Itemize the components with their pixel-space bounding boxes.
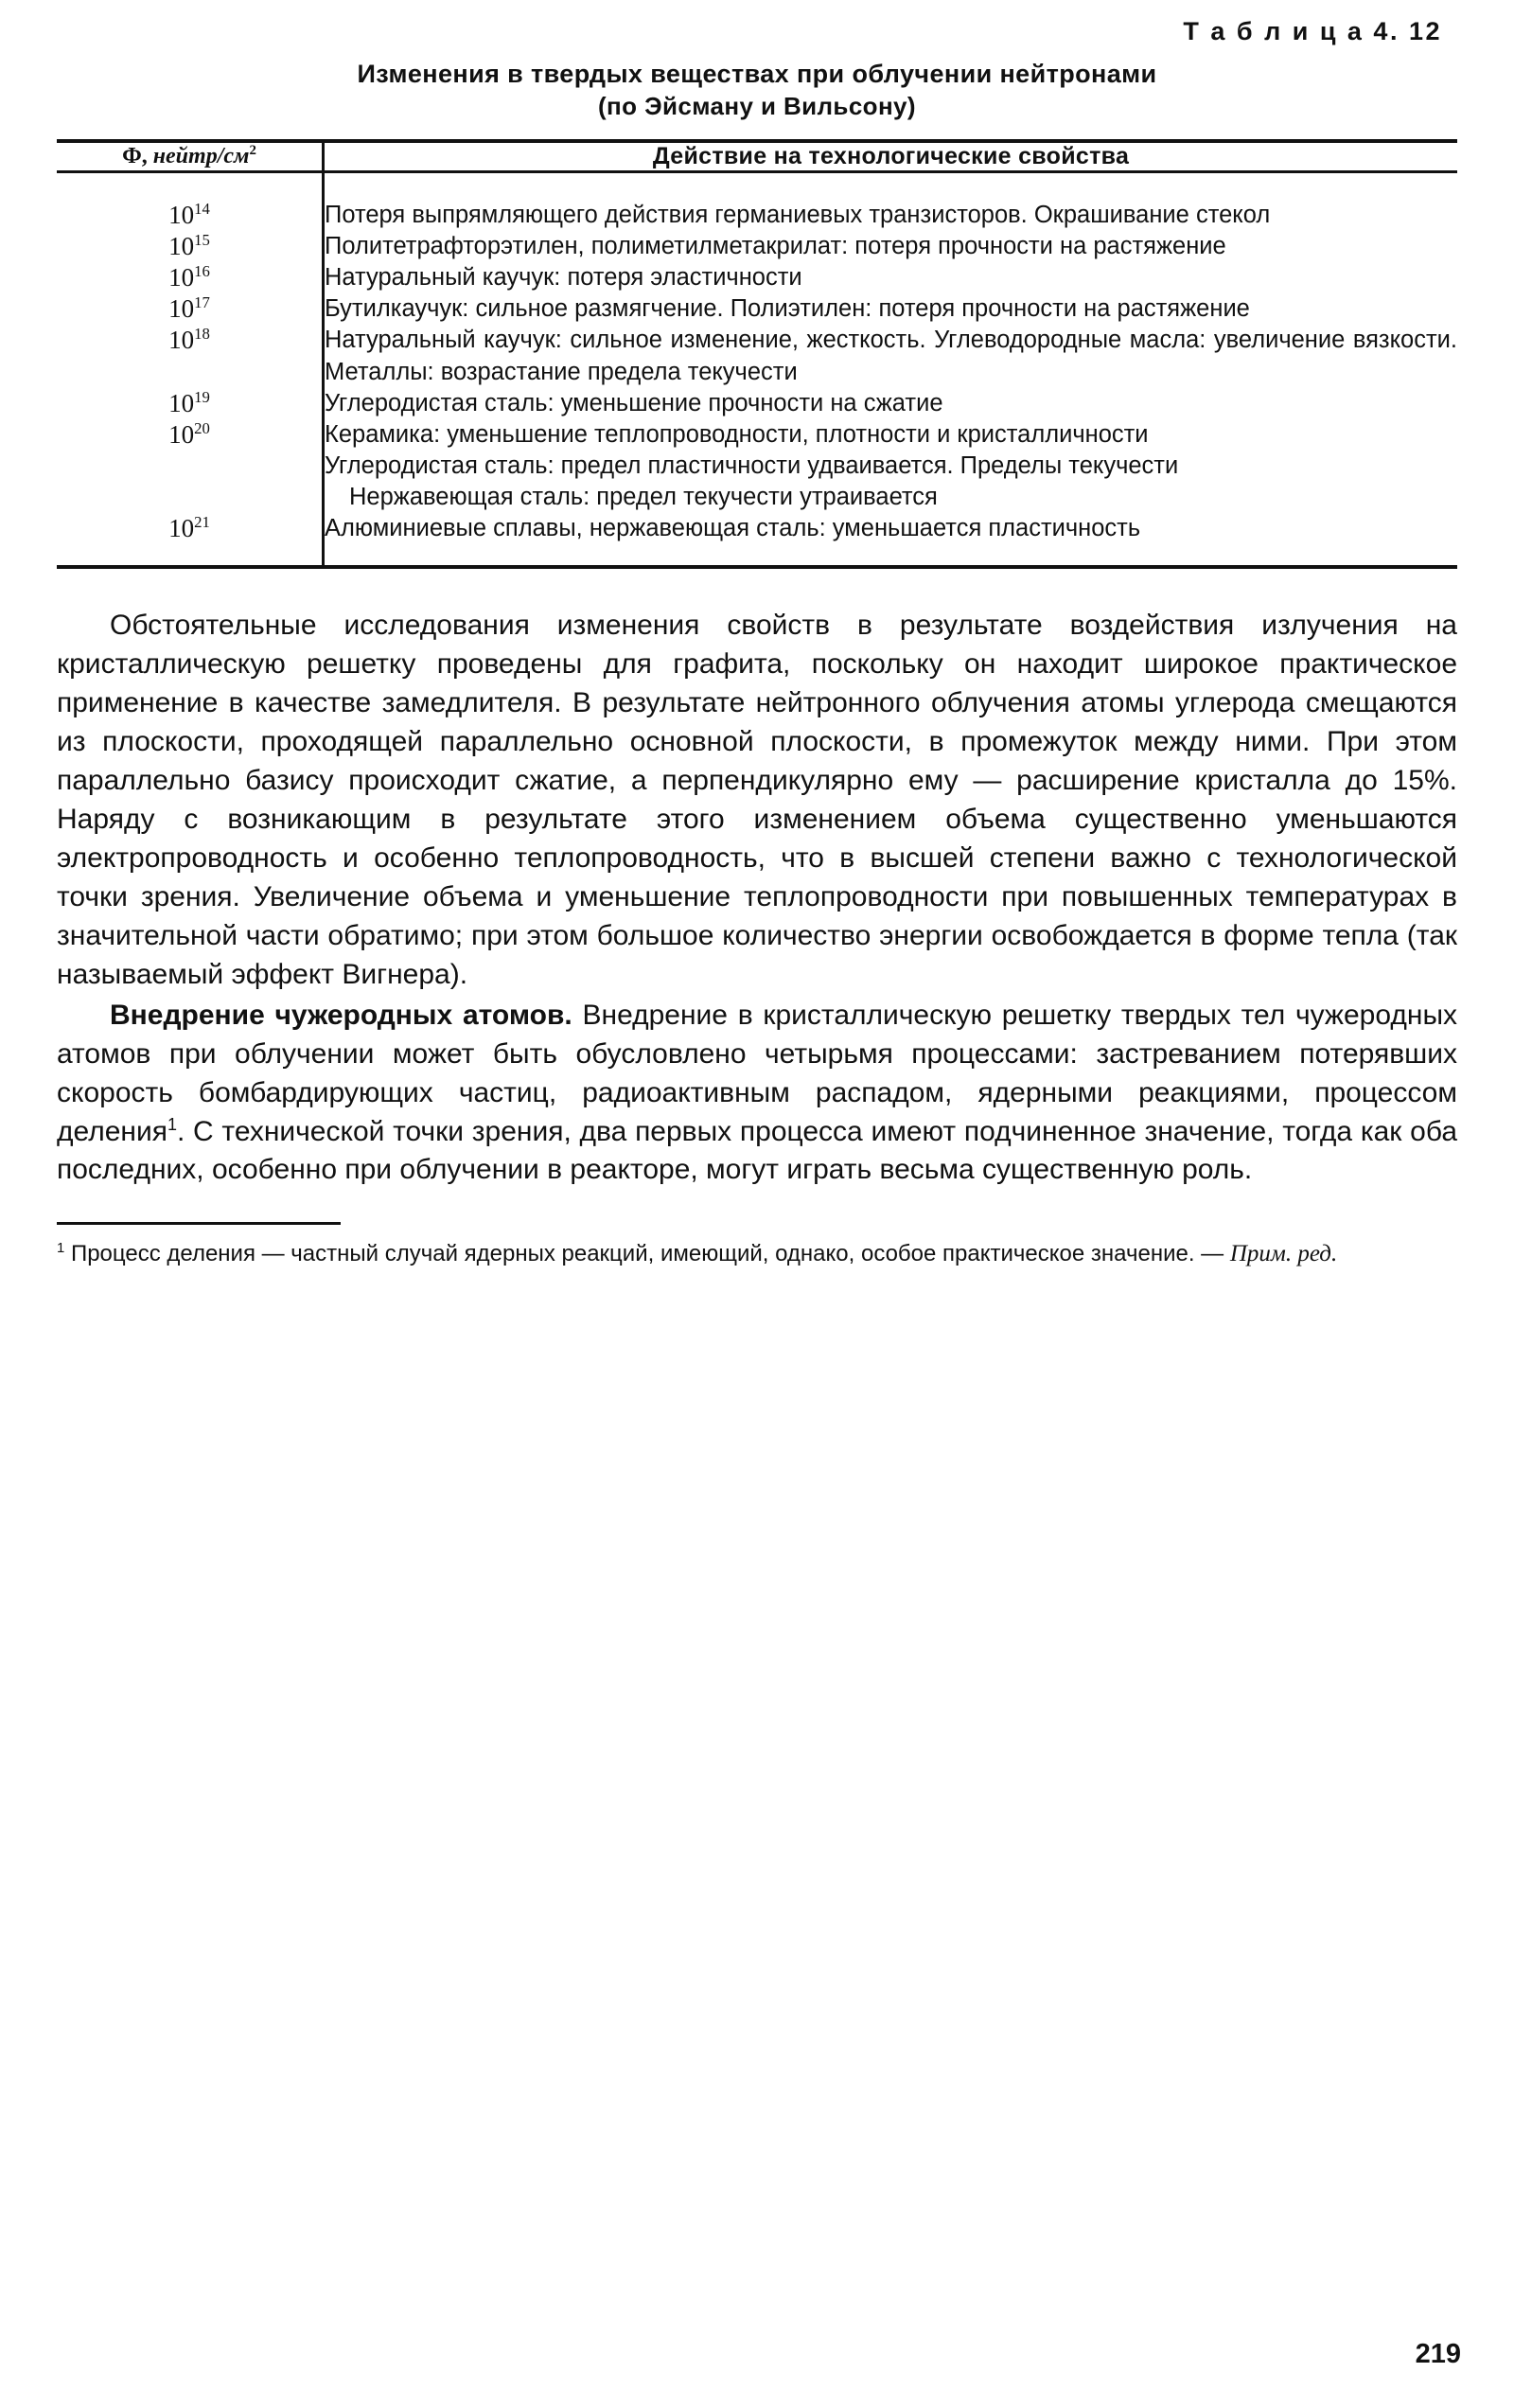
spacer-cell-right — [324, 171, 1458, 200]
row-flux-value — [57, 419, 324, 451]
table-row — [57, 482, 1457, 513]
flux-label-units: нейтр/см — [152, 143, 250, 168]
row-flux-value — [57, 200, 324, 231]
flux-exponent: 14 — [194, 199, 210, 218]
column-header-flux — [57, 143, 324, 172]
table-row — [57, 388, 1457, 419]
footnote — [57, 1238, 1457, 1270]
spacer-cell-right — [324, 544, 1458, 565]
flux-base: 10 — [168, 514, 195, 543]
page-content — [57, 17, 1457, 1270]
row-effect-text: Углеродистая сталь: уменьшение прочности на сжатие — [324, 388, 1458, 419]
spacer-cell-left — [57, 171, 324, 200]
flux-base: 10 — [168, 388, 195, 417]
row-flux-value — [57, 482, 324, 513]
table-row — [57, 451, 1457, 482]
data-table — [57, 143, 1457, 566]
footnote-marker: 1 — [57, 1241, 65, 1257]
flux-base: 10 — [168, 326, 195, 355]
table-bottom-spacer — [57, 544, 1457, 565]
table-top-spacer — [57, 171, 1457, 200]
row-effect-text: Керамика: уменьшение теплопроводности, плотности и кристалличности — [324, 419, 1458, 451]
table-row — [57, 231, 1457, 262]
spacer-cell-left — [57, 544, 324, 565]
flux-base: 10 — [168, 419, 195, 449]
flux-label-exponent: 2 — [249, 142, 256, 158]
row-flux-value — [57, 262, 324, 293]
table-row — [57, 200, 1457, 231]
data-table-wrapper — [57, 139, 1457, 570]
flux-label-prefix: Ф, — [122, 143, 153, 168]
flux-base: 10 — [168, 263, 195, 292]
row-flux-value — [57, 388, 324, 419]
table-title: Изменения в твердых веществах при облучении нейтронами — [357, 60, 1157, 88]
row-effect-text: Натуральный каучук: сильное изменение, жесткость. Углеводородные масла: увеличение вязкости. Металлы: возрастание предела текучести — [324, 325, 1458, 387]
row-flux-value — [57, 325, 324, 387]
flux-base: 10 — [168, 200, 195, 229]
flux-exponent: 19 — [194, 387, 210, 406]
table-subtitle: (по Эйсману и Вильсону) — [598, 91, 916, 120]
flux-exponent: 18 — [194, 325, 210, 344]
table-row — [57, 513, 1457, 544]
table-row — [57, 262, 1457, 293]
row-effect-text: Алюминиевые сплавы, нержавеющая сталь: уменьшается пластичность — [324, 513, 1458, 544]
footnote-marker-ref[interactable]: 1 — [167, 1114, 177, 1134]
paragraph-body: Внедрение в кристаллическую решетку твердых тел чужеродных атомов при облучении может быть обусловлено четырьмя процессами: застреванием потерявших скорость бомбардирующих частиц, радиоактивным распадом, ядерными реакциями, процессом деления — [57, 999, 1458, 1147]
paragraph-graphite: Обстоятельные исследования изменения свойств в результате воздействия излучения на кристаллическую решетку проведены для графита, поскольку он находит широкое практическое применение в качестве замедлителя. В результате нейтронного облучения атомы углерода смещаются из плоскости, проходящей параллельно основной плоскости, в промежуток между ними. При этом параллельно базису происходит сжатие, а перпендикулярно ему — расширение кристалла до 15%. Наряду с возникающим в результате этого изменением объема существенно уменьшаются электропроводность и особенно теплопроводность, что в высшей степени важно с технологической точки зрения. Увеличение объема и уменьшение теплопроводности при повышенных температурах в значительной части обратимо; при этом большое количество энергии освобождается в форме тепла (так называемый эффект Вигнера). — [57, 610, 1457, 990]
flux-exponent: 17 — [194, 293, 210, 312]
row-effect-text: Натуральный каучук: потеря эластичности — [324, 262, 1458, 293]
row-effect-text: Бутилкаучук: сильное размягчение. Полиэтилен: потеря прочности на растяжение — [324, 293, 1458, 325]
flux-base: 10 — [168, 294, 195, 324]
flux-base: 10 — [168, 231, 195, 260]
table-header-row — [57, 143, 1457, 172]
table-row — [57, 293, 1457, 325]
table-number-label: Т а б л и ц а 4. 12 — [1183, 17, 1442, 45]
flux-exponent: 21 — [194, 513, 210, 532]
row-effect-text: Политетрафторэтилен, полиметилметакрилат: потеря прочности на растяжение — [324, 231, 1458, 262]
row-flux-value — [57, 231, 324, 262]
row-effect-text: Нержавеющая сталь: предел текучести утраивается — [324, 482, 1458, 513]
footnote-text: Процесс деления — частный случай ядерных реакций, имеющий, однако, особое практическое значение. — — [64, 1241, 1230, 1267]
table-row — [57, 419, 1457, 451]
row-flux-value — [57, 451, 324, 482]
footnote-editor-note: Прим. ред. — [1229, 1241, 1338, 1267]
flux-exponent: 16 — [194, 262, 210, 281]
footnote-divider — [57, 1222, 341, 1225]
table-row — [57, 325, 1457, 387]
row-flux-value — [57, 513, 324, 544]
paragraph-tail: . С технической точки зрения, два первых процесса имеют подчиненное значение, тогда как оба последних, особенно при облучении в реакторе, могут играть весьма существенную роль. — [57, 1115, 1457, 1186]
column-header-effect: Действие на технологические свойства — [324, 143, 1458, 172]
paragraph-lead-in: Внедрение чужеродных атомов. — [110, 999, 572, 1031]
footnote-body — [57, 1241, 1337, 1266]
row-effect-text: Потеря выпрямляющего действия германиевых транзисторов. Окрашивание стекол — [324, 200, 1458, 231]
paragraph-foreign-atoms — [57, 997, 1457, 1191]
body-text — [57, 607, 1457, 1190]
flux-exponent: 15 — [194, 230, 210, 249]
row-flux-value — [57, 293, 324, 325]
page-number: 219 — [1415, 2339, 1461, 2369]
flux-exponent: 20 — [194, 418, 210, 437]
row-effect-text: Углеродистая сталь: предел пластичности удваивается. Пределы текучести — [324, 451, 1458, 482]
